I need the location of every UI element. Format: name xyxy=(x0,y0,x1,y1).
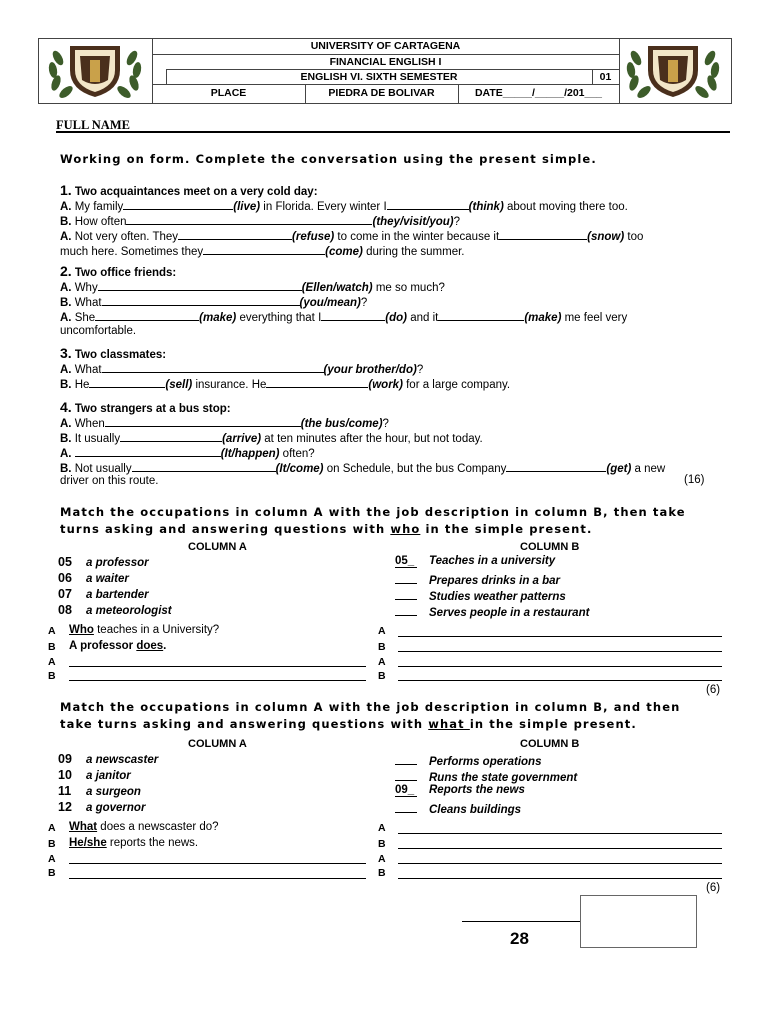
s4-line1: A. When (the bus/come)? xyxy=(60,415,389,431)
section3-column-b xyxy=(395,752,577,816)
section2-column-b-header: COLUMN B xyxy=(520,541,580,553)
place-label: PLACE xyxy=(210,87,247,99)
s4-line3: A. (It/happen) often? xyxy=(60,445,315,461)
s2-letter-b3: B xyxy=(378,641,386,653)
list-item: 12 a governor xyxy=(58,800,146,814)
list-item: 08 a meteorologist xyxy=(58,603,172,617)
s2-letter-a3: A xyxy=(378,625,386,637)
answer-line[interactable] xyxy=(69,863,366,864)
s1-line2: B. How often (they/visit/you)? xyxy=(60,213,460,229)
s2-letter-a4: A xyxy=(378,656,386,668)
s3-letter-a3: A xyxy=(378,822,386,834)
answer-blank[interactable] xyxy=(395,571,417,584)
blank[interactable] xyxy=(506,460,606,472)
answer-line[interactable] xyxy=(398,636,722,637)
blank[interactable] xyxy=(89,376,165,388)
s3-letter-b1: B xyxy=(48,838,56,850)
answer-line[interactable] xyxy=(398,863,722,864)
s3-letter-b4: B xyxy=(378,867,386,879)
scene-1-title: 1. Two acquaintances meet on a very cold day: xyxy=(60,182,318,198)
grade-box[interactable] xyxy=(580,895,697,948)
s3-letter-b2: B xyxy=(48,867,56,879)
list-item: Prepares drinks in a bar xyxy=(395,571,589,587)
list-item: 09_ Reports the news xyxy=(395,784,525,796)
blank[interactable] xyxy=(387,198,469,210)
blank[interactable] xyxy=(438,309,524,321)
s2-letter-a1: A xyxy=(48,625,56,637)
blank[interactable] xyxy=(120,430,222,442)
list-item: Cleans buildings xyxy=(395,800,577,816)
section3-column-a xyxy=(58,752,158,816)
full-name-field[interactable] xyxy=(56,131,730,133)
blank[interactable] xyxy=(102,294,300,306)
s2-letter-b2: B xyxy=(48,670,56,682)
list-item: Performs operations xyxy=(395,752,577,768)
blank[interactable] xyxy=(75,445,221,457)
university-shield-left xyxy=(44,40,146,100)
section3-column-a-header: COLUMN A xyxy=(188,738,247,750)
university-title: UNIVERSITY OF CARTAGENA xyxy=(310,40,461,52)
blank[interactable] xyxy=(132,460,276,472)
answer-line[interactable] xyxy=(69,666,366,667)
section2-score: (6) xyxy=(706,684,721,696)
total-points: 28 xyxy=(510,929,529,948)
s3-line1: A. What (your brother/do)? xyxy=(60,361,423,377)
answer-line[interactable] xyxy=(398,848,722,849)
university-shield-right xyxy=(622,40,724,100)
answer-line[interactable] xyxy=(398,878,722,879)
answer-blank[interactable]: 09_ xyxy=(395,784,417,797)
list-item: Runs the state government xyxy=(395,768,577,784)
s4-line4: B. Not usually (It/come) on Schedule, but the bus Company (get) a new xyxy=(60,460,665,476)
s3-letter-a2: A xyxy=(48,853,56,865)
blank[interactable] xyxy=(95,309,199,321)
s3-letter-a4: A xyxy=(378,853,386,865)
s3-letter-b3: B xyxy=(378,838,386,850)
section2-column-b xyxy=(395,555,589,619)
answer-blank[interactable] xyxy=(395,752,417,765)
score-line[interactable] xyxy=(462,921,580,922)
s3-example-question: What does a newscaster do? xyxy=(69,821,219,833)
s2-line2: B. What (you/mean)? xyxy=(60,294,367,310)
blank[interactable] xyxy=(123,198,233,210)
s2-letter-b4: B xyxy=(378,670,386,682)
answer-line[interactable] xyxy=(398,651,722,652)
answer-blank[interactable] xyxy=(395,800,417,813)
section3-column-b-header: COLUMN B xyxy=(520,738,580,750)
list-item: Studies weather patterns xyxy=(395,587,589,603)
list-item: 11 a surgeon xyxy=(58,784,141,798)
scene-2-title: 2. Two office friends: xyxy=(60,263,177,279)
blank[interactable] xyxy=(321,309,385,321)
list-item: 05 a professor xyxy=(58,555,149,569)
semester-title: ENGLISH VI. SIXTH SEMESTER xyxy=(300,71,458,83)
answer-line[interactable] xyxy=(398,833,722,834)
list-item: 06 a waiter xyxy=(58,571,129,585)
list-item: 07 a bartender xyxy=(58,587,149,601)
section3-instruction-1: Match the occupations in column A with the job description in column B, and then xyxy=(60,700,681,714)
blank[interactable] xyxy=(178,228,292,240)
section2-instruction-1: Match the occupations in column A with the job description in column B, then take xyxy=(60,505,686,519)
section2-column-a-header: COLUMN A xyxy=(188,541,247,553)
answer-line[interactable] xyxy=(398,666,722,667)
blank[interactable] xyxy=(266,376,368,388)
scene-4-title: 4. Two strangers at a bus stop: xyxy=(60,399,231,415)
section3-instruction-2: take turns asking and answering questions with what in the simple present. xyxy=(60,717,637,731)
s3-letter-a1: A xyxy=(48,822,56,834)
answer-blank[interactable]: 05_ xyxy=(395,555,417,568)
s2-line3: A. She (make) everything that I (do) and it (make) me feel very xyxy=(60,309,627,325)
answer-blank[interactable] xyxy=(395,587,417,600)
list-item: 05_ Teaches in a university xyxy=(395,555,556,567)
s2-line1: A. Why (Ellen/watch) me so much? xyxy=(60,279,445,295)
list-item: Serves people in a restaurant xyxy=(395,603,589,619)
date-field: DATE_____/_____/201___ xyxy=(474,87,603,99)
answer-line[interactable] xyxy=(398,680,722,681)
answer-blank[interactable] xyxy=(395,768,417,781)
answer-line[interactable] xyxy=(69,878,366,879)
s2-letter-b1: B xyxy=(48,641,56,653)
s3-line2: B. He (sell) insurance. He (work) for a large company. xyxy=(60,376,510,392)
s4-line2: B. It usually (arrive) at ten minutes after the hour, but not today. xyxy=(60,430,483,446)
answer-blank[interactable] xyxy=(395,603,417,616)
s3-example-answer: He/she reports the news. xyxy=(69,837,199,849)
s2-example-question: Who teaches in a University? xyxy=(69,624,220,636)
blank[interactable] xyxy=(499,228,587,240)
list-item: 10 a janitor xyxy=(58,768,131,782)
section3-score: (6) xyxy=(706,882,721,894)
s1-line4: much here. Sometimes they (come) during the summer. xyxy=(60,243,465,259)
s1-line3: A. Not very often. They (refuse) to come in the winter because it (snow) too xyxy=(60,228,643,244)
place-value: PIEDRA DE BOLIVAR xyxy=(328,87,435,99)
exam-code: 01 xyxy=(599,71,612,83)
s1-line1: A. My family (live) in Florida. Every winter I (think) about moving there too. xyxy=(60,198,628,214)
list-item: 09 a newscaster xyxy=(58,752,159,766)
blank[interactable] xyxy=(98,279,302,291)
section2-column-a xyxy=(58,555,172,619)
blank[interactable] xyxy=(203,243,325,255)
s2-line4: uncomfortable. xyxy=(60,325,137,337)
blank[interactable] xyxy=(105,415,301,427)
section2-instruction-2: turns asking and answering questions with who in the simple present. xyxy=(60,522,593,536)
s4-line5: driver on this route. xyxy=(60,475,159,487)
header-right-divider xyxy=(619,38,620,103)
course-title: FINANCIAL ENGLISH I xyxy=(329,56,442,68)
answer-line[interactable] xyxy=(69,680,366,681)
s2-letter-a2: A xyxy=(48,656,56,668)
section1-instruction: Working on form. Complete the conversation using the present simple. xyxy=(60,152,597,166)
s2-example-answer: A professor does. xyxy=(69,640,167,652)
blank[interactable] xyxy=(126,213,372,225)
blank[interactable] xyxy=(102,361,324,373)
full-name-label: FULL NAME xyxy=(56,118,130,132)
scene-3-title: 3. Two classmates: xyxy=(60,345,167,361)
section1-score: (16) xyxy=(684,474,705,486)
